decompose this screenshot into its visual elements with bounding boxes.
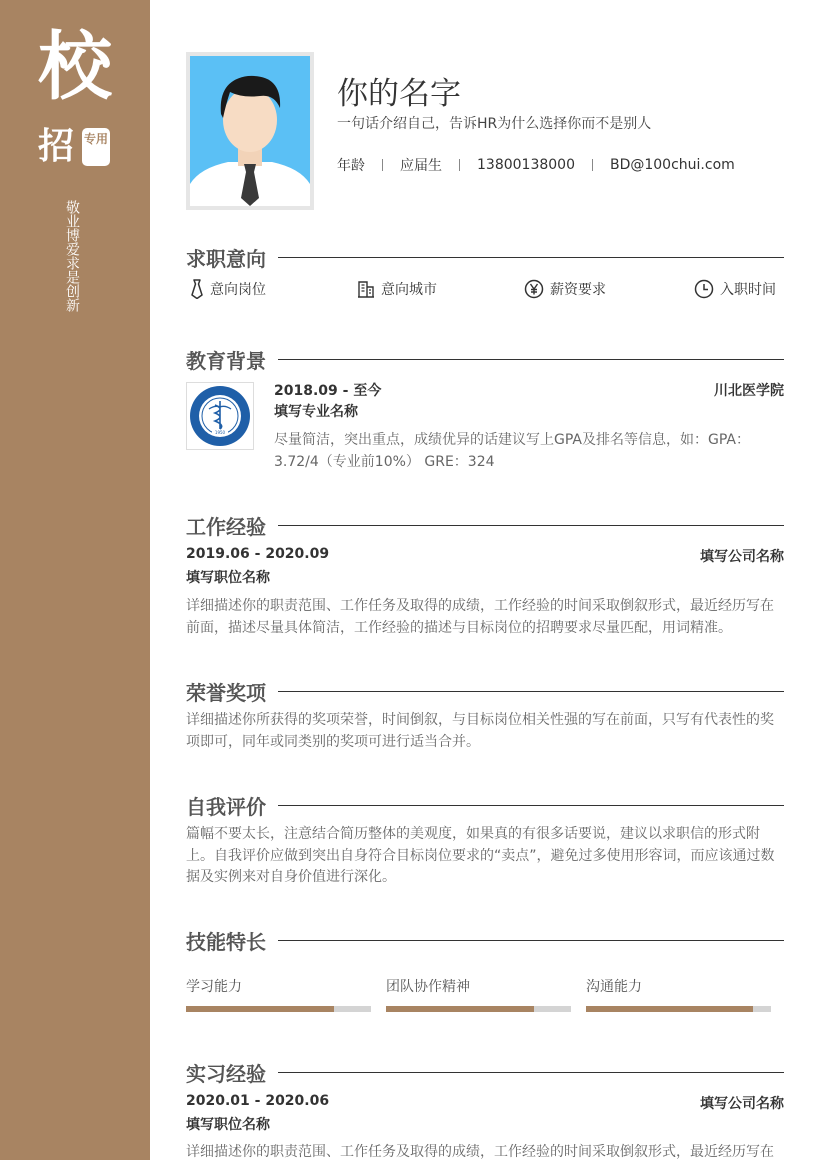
yen-icon (524, 279, 544, 299)
internship-date: 2020.01 - 2020.06 (186, 1093, 330, 1109)
education-school: 川北医学院 (714, 383, 784, 399)
section-rule (278, 940, 784, 941)
school-logo (186, 382, 254, 450)
section-rule (278, 691, 784, 692)
school-emblem-year: 1950 (214, 430, 226, 435)
email-address: BD@100chui.com (609, 157, 735, 173)
sidebar-big-char: 校 (38, 24, 112, 110)
school-emblem-icon (187, 383, 253, 449)
section-title: 技能特长 (186, 929, 266, 954)
skill-label: 学习能力 (186, 979, 242, 995)
intent-city (357, 279, 437, 299)
intent-position (190, 279, 266, 299)
candidate-name: 你的名字 (337, 76, 461, 112)
section-rule (278, 1072, 784, 1073)
work-date: 2019.06 - 2020.09 (186, 546, 330, 562)
section-title: 荣誉奖项 (186, 680, 266, 705)
divider (592, 159, 593, 171)
section-title: 教育背景 (186, 348, 266, 373)
section-skills (186, 926, 784, 954)
intent-label: 入职时间 (720, 282, 776, 298)
education-major: 填写专业名称 (274, 404, 358, 420)
internship-role: 填写职位名称 (186, 1117, 270, 1133)
skill-label: 沟通能力 (586, 979, 642, 995)
honors-description: 详细描述你所获得的奖项荣誉，时间倒叙，与目标岗位相关性强的写在前面，只写有代表性的奖项即可，同年或同类别的奖项可进行适当合并。 (186, 712, 774, 750)
skill-bar (386, 1006, 571, 1012)
section-rule (278, 805, 784, 806)
phone-number: 13800138000 (477, 157, 575, 173)
section-education (186, 345, 784, 373)
intent-label: 薪资要求 (550, 282, 606, 298)
profile-photo (186, 52, 314, 210)
sidebar (0, 0, 150, 1160)
intent-salary (524, 279, 606, 299)
section-title: 工作经验 (186, 514, 266, 539)
self-eval-description: 篇幅不要太长，注意结合简历整体的美观度，如果真的有很多话要说，建议以求职信的形式附上。自我评价应做到突出自身符合目标岗位要求的“卖点”，避免过多使用形容词，而应该通过数据及实例来对自身价值进行深化。 (186, 826, 775, 885)
internship-description: 详细描述你的职责范围、工作任务及取得的成绩，工作经验的时间采取倒叙形式，最近经历写在 (186, 1144, 774, 1160)
clock-icon (694, 279, 714, 299)
building-icon (357, 280, 375, 298)
skill-bar-fill (386, 1006, 534, 1012)
education-date: 2018.09 - 至今 (274, 383, 382, 399)
section-job-intent (186, 243, 784, 271)
skill-bar-fill (186, 1006, 334, 1012)
divider (382, 159, 383, 171)
section-title: 实习经验 (186, 1061, 266, 1086)
work-company: 填写公司名称 (700, 549, 784, 565)
internship-company: 填写公司名称 (700, 1096, 784, 1112)
skill-bar (186, 1006, 371, 1012)
intent-label: 意向城市 (381, 282, 437, 298)
intent-start-date (694, 279, 776, 299)
work-role: 填写职位名称 (186, 570, 270, 586)
sidebar-motto: 敬业博爱求是创新 (64, 200, 80, 312)
section-work (186, 511, 784, 539)
section-rule (278, 257, 784, 258)
contact-info (337, 155, 735, 175)
divider (459, 159, 460, 171)
candidate-intro: 一句话介绍自己，告诉HR为什么选择你而不是别人 (337, 116, 652, 132)
section-self-eval (186, 791, 784, 819)
work-description: 详细描述你的职责范围、工作任务及取得的成绩，工作经验的时间采取倒叙形式，最近经历写在前面，描述尽量具体简洁，工作经验的描述与目标岗位的招聘要求尽量匹配，用词精准。 (186, 598, 774, 636)
section-internship (186, 1058, 784, 1086)
skill-bar-fill (586, 1006, 753, 1012)
education-description: 尽量简洁，突出重点，成绩优异的话建议写上GPA及排名等信息，如：GPA：3.72/4（专业前10%） GRE：324 (274, 432, 750, 470)
intent-row (186, 279, 784, 303)
skill-bar (586, 1006, 771, 1012)
section-title: 自我评价 (186, 794, 266, 819)
section-rule (278, 525, 784, 526)
skill-label: 团队协作精神 (386, 979, 470, 995)
avatar-icon (190, 56, 310, 206)
section-honors (186, 677, 784, 705)
sidebar-tag: 专用 (82, 128, 110, 166)
sidebar-small-char: 招 (38, 125, 75, 167)
age-label: 年龄 (337, 158, 365, 174)
tie-icon (190, 279, 204, 299)
intent-label: 意向岗位 (210, 282, 266, 298)
status-text: 应届生 (400, 158, 442, 174)
section-rule (278, 359, 784, 360)
section-title: 求职意向 (186, 246, 266, 271)
